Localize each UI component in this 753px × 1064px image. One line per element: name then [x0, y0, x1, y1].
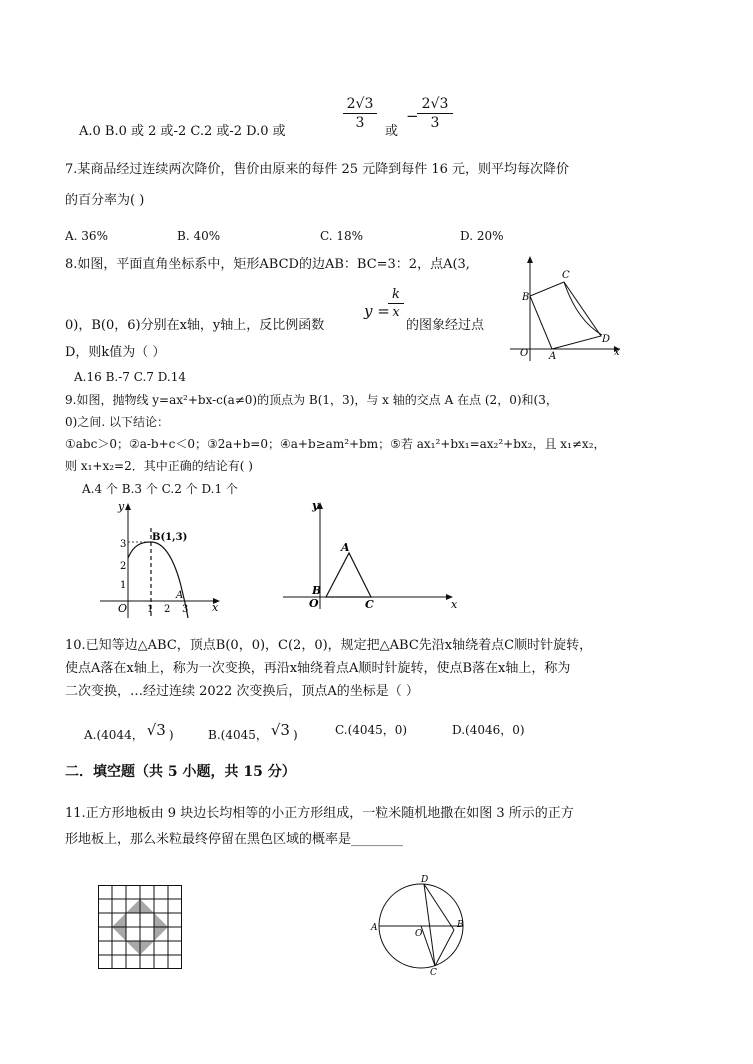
q6-neg-sign: −	[406, 107, 419, 125]
q9-fig1-tick-x1: 1	[147, 604, 154, 615]
q6-options: A.0 B.0 或 2 或-2 C.2 或-2 D.0 或	[79, 124, 286, 139]
q9-fig2-label-y: y	[312, 499, 319, 512]
circle-figure	[368, 872, 476, 977]
circle-label-d: D	[421, 875, 429, 885]
q8-line2a: 0)，B(0，6)分别在x轴，y轴上，反比例函数	[65, 318, 325, 333]
q9-fig2-label-x: x	[451, 598, 458, 611]
q8-fig-label-a: A	[549, 351, 557, 362]
q9-fig1-tick-y3: 3	[120, 539, 127, 550]
q8-fig-label-x: x	[614, 347, 620, 358]
q9-line4: 则 x₁+x₂=2．其中正确的结论有( )	[65, 459, 253, 473]
circle-label-a: A	[371, 923, 378, 933]
q6-fraction-1	[343, 96, 377, 131]
q7-option-a: A. 36%	[65, 229, 108, 243]
q9-fig1-label-o: O	[118, 602, 128, 615]
q8-line2b: 的图象经过点	[406, 318, 485, 333]
q10-option-a-root: √3	[146, 721, 166, 739]
q9-fig2-label-c: C	[365, 598, 374, 611]
q8-formula-fraction	[388, 287, 404, 320]
q7-option-b: B. 40%	[177, 229, 221, 243]
circle-label-c: C	[430, 968, 437, 978]
q9-line1: 9.如图，抛物线 y=ax²+bx-c(a≠0)的顶点为 B(1，3)，与 x 轴的交点 A 在点 (2，0)和(3，	[65, 393, 558, 407]
q11-grid-figure	[98, 885, 182, 969]
q11-line1: 11.正方形地板由 9 块边长均相等的小正方形组成，一粒米随机地撒在如图 3 所示的正方	[65, 806, 574, 821]
section-heading-fill-in: 二．填空题（共 5 小题，共 15 分）	[65, 764, 296, 780]
q9-fig2-label-o: O	[309, 597, 319, 610]
q9-line3: ①abc＞0；②a-b+c＜0；③2a+b=0；④a+b≥am²+bm；⑤若 ax₁²+bx₁=ax₂²+bx₂，且 x₁≠x₂，	[65, 437, 606, 451]
q10-option-c: C.(4045，0)	[335, 723, 408, 737]
q9-line2: 0)之间. 以下结论：	[65, 415, 169, 429]
q9-fig1-tick-x3: 3	[182, 604, 189, 615]
q8-fig-label-c: C	[562, 270, 570, 281]
q8-fig-label-d: D	[602, 334, 611, 345]
q8-options: A.16 B.-7 C.7 D.14	[74, 370, 186, 384]
q10-option-a	[84, 722, 174, 743]
q10-option-b-close: )	[292, 728, 298, 742]
q9-fig2-label-a: A	[341, 541, 350, 554]
q7-line2: 的百分率为( )	[65, 193, 145, 208]
q10-line1: 10.已知等边△ABC，顶点B(0，0)，C(2，0)，规定把△ABC先沿x轴绕着点C顺时针旋转，	[65, 638, 593, 653]
q9-fig2-label-b: B	[312, 584, 322, 597]
q7-option-d: D. 20%	[460, 229, 504, 243]
q9-fig1-tick-x2: 2	[164, 604, 171, 615]
q9-parabola-figure	[100, 498, 225, 623]
q10-option-b-text: B.(4045，	[208, 728, 268, 742]
q8-formula-x: x	[392, 305, 400, 320]
q9-fig1-label-x: x	[212, 601, 219, 614]
q10-option-a-close: )	[168, 728, 174, 742]
q9-triangle-figure	[283, 497, 463, 617]
q9-fig1-tick-y1: 1	[120, 580, 127, 591]
q10-option-b	[208, 722, 298, 743]
q8-formula-y: y =	[364, 302, 390, 320]
q6-frac2-den: 3	[430, 115, 440, 131]
q7-line1: 7.某商品经过连续两次降价，售价由原来的每件 25 元降到每件 16 元，则平均每次降价	[65, 162, 570, 177]
q8-line3: D，则k值为（ ）	[65, 345, 166, 360]
q10-line2: 使点A落在x轴上，称为一次变换，再沿x轴绕着点A顺时针旋转，使点B落在x轴上，称为	[65, 661, 571, 676]
q8-line1: 8.如图，平面直角坐标系中，矩形ABCD的边AB：BC=3：2，点A(3,	[65, 257, 470, 272]
circle-label-b: B	[457, 920, 464, 930]
circle-label-o: O	[415, 929, 423, 939]
q8-fig-label-b: B	[522, 292, 530, 303]
q6-or: 或	[385, 124, 399, 139]
q6-fraction-2	[417, 96, 453, 131]
q11-line2: 形地板上，那么米粒最终停留在黑色区域的概率是________	[65, 832, 404, 847]
q6-frac1-den: 3	[355, 115, 365, 131]
q10-option-d: D.(4046，0)	[452, 723, 525, 737]
q7-option-c: C. 18%	[320, 229, 364, 243]
q8-formula-k: k	[392, 287, 400, 302]
q9-fig1-label-y: y	[118, 500, 125, 513]
q8-fig-label-o: O	[520, 348, 529, 359]
q9-fig1-label-a: A	[176, 590, 184, 601]
q10-option-b-root: √3	[270, 721, 290, 739]
q6-frac2-num: 2√3	[421, 96, 449, 112]
q6-frac1-num: 2√3	[346, 96, 374, 112]
q8-figure	[510, 253, 625, 363]
q10-line3: 二次变换，…经过连续 2022 次变换后，顶点A的坐标是（ ）	[65, 684, 419, 699]
q9-fig1-tick-y2: 2	[120, 561, 127, 572]
q9-fig1-label-b: B(1,3)	[152, 532, 188, 543]
q9-options: A.4 个 B.3 个 C.2 个 D.1 个	[82, 482, 238, 496]
q10-option-a-text: A.(4044，	[84, 728, 144, 742]
